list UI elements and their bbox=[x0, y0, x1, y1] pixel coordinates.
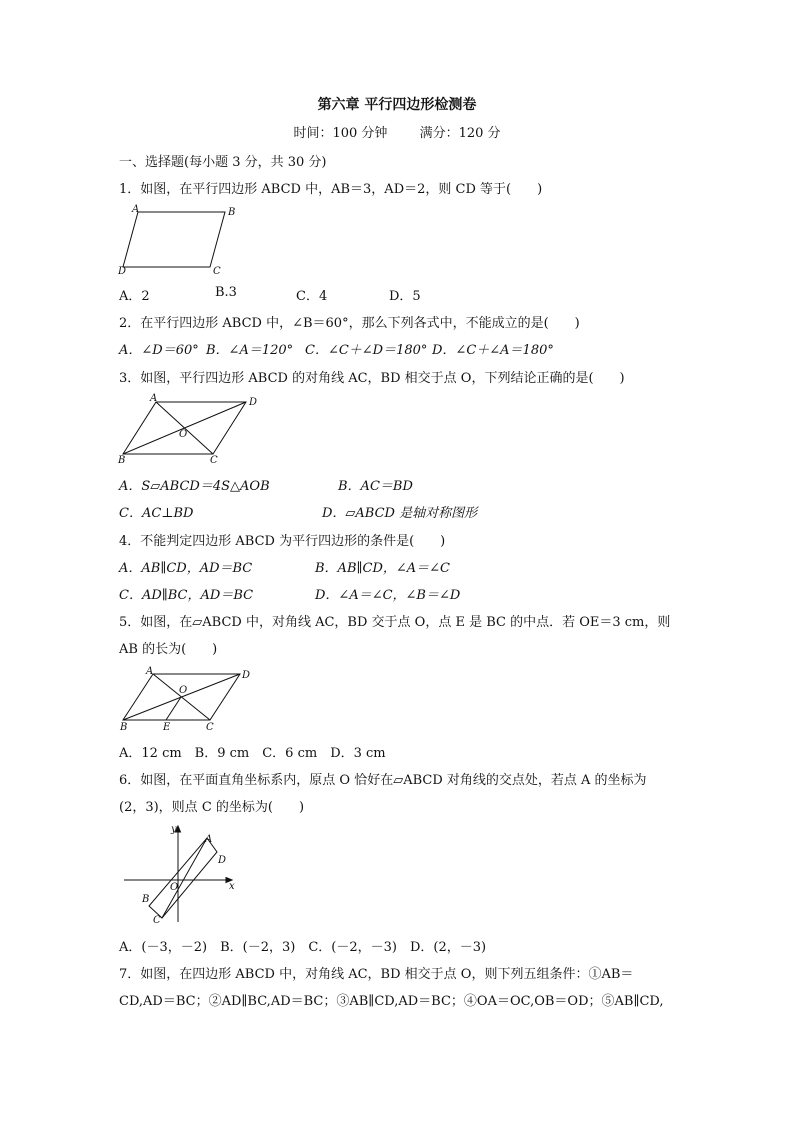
q1-parallelogram bbox=[123, 212, 225, 267]
q3-option-c: C．AC⊥BD bbox=[119, 506, 194, 521]
q4-option-b: B．AB∥CD，∠A＝∠C bbox=[315, 561, 450, 576]
question-3-stem: 3．如图，平行四边形 ABCD 的对角线 AC，BD 相交于点 O，下列结论正确的是( ) bbox=[119, 371, 625, 386]
q4-option-a: A．AB∥CD，AD＝BC bbox=[119, 561, 253, 576]
question-4-stem: 4．不能判定四边形 ABCD 为平行四边形的条件是( ) bbox=[119, 534, 446, 549]
q1-label-c: C bbox=[213, 266, 221, 277]
q2-option-a: A．∠D＝60° bbox=[119, 343, 199, 358]
q6-label-d: D bbox=[218, 855, 227, 866]
q5-label-b: B bbox=[120, 722, 128, 733]
q6-diagonal-ac bbox=[162, 838, 207, 918]
q6-label-a: A bbox=[205, 834, 213, 845]
section-heading: 一、选择题(每小题 3 分，共 30 分) bbox=[119, 155, 327, 170]
q1-label-b: B bbox=[228, 207, 236, 218]
q6-coordinate-figure bbox=[120, 822, 250, 926]
q3-parallelogram-figure bbox=[118, 392, 268, 470]
q6-label-y: y bbox=[171, 824, 177, 835]
exam-score: 满分：120 分 bbox=[419, 126, 501, 141]
q1-parallelogram-figure bbox=[118, 202, 248, 278]
q6-label-x: x bbox=[229, 881, 235, 892]
q3-diagonal-bd bbox=[123, 402, 246, 454]
q2-option-b: B．∠A＝120° bbox=[206, 343, 294, 358]
question-5-stem-line-2: AB 的长为( ) bbox=[119, 642, 218, 657]
q1-option-b: B.3 bbox=[215, 285, 237, 300]
question-6-stem-line-2: (2，3)，则点 C 的坐标为( ) bbox=[119, 800, 305, 815]
q5-diagonal-bd bbox=[123, 674, 240, 720]
q4-option-c: C．AD∥BC，AD＝BC bbox=[119, 588, 254, 603]
q6-label-o: O bbox=[170, 882, 179, 893]
q1-option-d: D．5 bbox=[389, 289, 421, 304]
q4-option-d: D．∠A＝∠C，∠B＝∠D bbox=[315, 588, 461, 603]
q2-option-d: D．∠C＋∠A＝180° bbox=[432, 343, 554, 358]
question-7-stem-line-2: CD,AD＝BC；②AD∥BC,AD＝BC；③AB∥CD,AD＝BC；④OA＝OC,OB＝OD；⑤AB∥CD, bbox=[119, 994, 664, 1009]
q5-label-o: O bbox=[179, 685, 188, 696]
question-2-stem: 2．在平行四边形 ABCD 中，∠B＝60°，那么下列各式中，不能成立的是( ) bbox=[119, 316, 580, 331]
q6-label-b: B bbox=[142, 894, 150, 905]
question-1-stem: 1．如图，在平行四边形 ABCD 中，AB＝3，AD＝2，则 CD 等于( ) bbox=[119, 182, 543, 197]
exam-time: 时间：100 分钟 bbox=[293, 126, 388, 141]
q5-options: A．12 cm B．9 cm C．6 cm D．3 cm bbox=[119, 746, 386, 761]
q1-label-d: D bbox=[118, 266, 127, 277]
question-7-stem-line-1: 7．如图，在四边形 ABCD 中，对角线 AC，BD 相交于点 O，则下列五组条件：①AB＝ bbox=[119, 967, 634, 982]
question-6-stem-line-1: 6．如图，在平面直角坐标系内，原点 O 恰好在▱ABCD 对角线的交点处，若点 A 的坐标为 bbox=[119, 773, 647, 788]
q3-option-a: A．S▱ABCD＝4S△AOB bbox=[119, 479, 270, 494]
q3-label-o: O bbox=[179, 429, 188, 440]
q5-label-c: C bbox=[206, 722, 214, 733]
q5-label-a: A bbox=[146, 666, 154, 677]
q6-parallelogram bbox=[149, 838, 217, 918]
q3-label-c: C bbox=[210, 455, 218, 466]
q6-label-c: C bbox=[153, 915, 161, 926]
question-5-stem-line-1: 5．如图，在▱ABCD 中，对角线 AC，BD 交于点 O，点 E 是 BC 的中点．若 OE＝3 cm，则 bbox=[119, 615, 671, 630]
q5-parallelogram-figure bbox=[118, 664, 258, 734]
q3-option-b: B．AC＝BD bbox=[338, 479, 413, 494]
q3-label-a: A bbox=[150, 393, 158, 404]
q5-label-e: E bbox=[163, 722, 171, 733]
q6-options: A．(－3，－2) B．(－2，3) C．(－2，－3) D．(2，－3) bbox=[119, 940, 487, 955]
q5-label-d: D bbox=[242, 670, 251, 681]
q3-label-b: B bbox=[118, 455, 126, 466]
q1-option-c: C．4 bbox=[296, 289, 328, 304]
exam-meta bbox=[0, 122, 794, 141]
page-title: 第六章 平行四边形检测卷 bbox=[317, 97, 477, 113]
q3-option-d: D．▱ABCD 是轴对称图形 bbox=[322, 506, 478, 521]
q2-option-c: C．∠C＋∠D＝180° bbox=[305, 343, 428, 358]
q1-option-a: A．2 bbox=[119, 289, 150, 304]
q3-label-d: D bbox=[249, 397, 258, 408]
q1-label-a: A bbox=[132, 204, 140, 215]
